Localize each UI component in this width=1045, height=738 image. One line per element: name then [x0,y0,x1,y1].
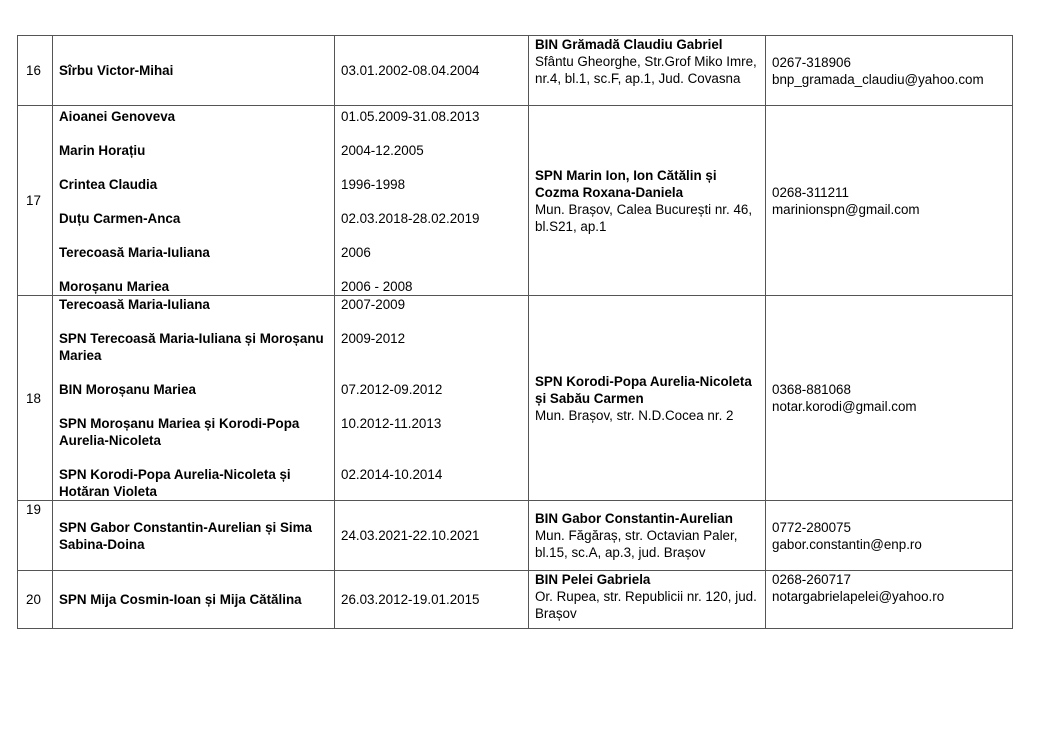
row-number: 19 [18,501,53,571]
person-name: SPN Moroșanu Mariea și Korodi-Popa Aurelia-Nicoleta [59,416,300,448]
period: 1996-1998 [341,177,406,192]
phone: 0772-280075 [772,519,851,535]
person-name: SPN Terecoasă Maria-Iuliana și Moroșanu Mariea [59,331,324,363]
row-number: 20 [18,571,53,629]
row-number: 18 [18,296,53,501]
row-number: 16 [18,36,53,106]
person-name: Terecoasă Maria-Iuliana [59,245,210,260]
table-row [18,36,1013,106]
period: 26.03.2012-19.01.2015 [335,571,529,629]
email: bnp_gramada_claudiu@yahoo.com [772,71,984,87]
office-address: Sfântu Gheorghe, Str.Grof Miko Imre, nr.4, bl.1, sc.F, ap.1, Jud. Covasna [535,54,757,86]
office-address: Mun. Brașov, str. N.D.Cocea nr. 2 [535,407,734,423]
office-name: BIN Grămadă Claudiu Gabriel [535,37,723,52]
table-row [18,106,1013,296]
period: 03.01.2002-08.04.2004 [335,36,529,106]
person-name: Sîrbu Victor-Mihai [53,36,335,106]
office-name: SPN Korodi-Popa Aurelia-Nicoleta și Sabău Carmen [535,373,752,406]
email: gabor.constantin@enp.ro [772,536,922,552]
contact-cell [766,106,1013,296]
office-cell [529,296,766,501]
office-cell [529,106,766,296]
office-cell [529,36,766,106]
phone: 0368-881068 [772,382,851,397]
period: 2006 - 2008 [341,279,413,294]
person-name: SPN Korodi-Popa Aurelia-Nicoleta și Hotăran Violeta [59,467,291,499]
person-name: Moroșanu Mariea [59,279,170,294]
period: 2009-2012 [341,331,406,346]
period: 02.2014-10.2014 [341,467,443,482]
office-cell [529,571,766,629]
period: 24.03.2021-22.10.2021 [335,501,529,571]
period: 01.05.2009-31.08.2013 [341,109,480,124]
period: 2006 [341,245,371,260]
person-name: SPN Gabor Constantin-Aurelian și Sima Sabina-Doina [53,501,335,571]
table-row [18,296,1013,501]
person-name: BIN Moroșanu Mariea [59,382,196,397]
period: 2007-2009 [341,297,406,312]
period: 2004-12.2005 [341,143,424,158]
office-name: SPN Marin Ion, Ion Cătălin și Cozma Roxana-Daniela [535,167,717,200]
contact-cell [766,296,1013,501]
contact-cell [766,501,1013,571]
periods-cell [335,296,529,501]
names-cell [53,106,335,296]
contact-cell [766,36,1013,106]
notary-table [17,35,1013,629]
phone: 0268-260717 [772,572,851,587]
email: notargabrielapelei@yahoo.ro [772,589,945,604]
person-name: Aioanei Genoveva [59,109,176,124]
office-name: BIN Gabor Constantin-Aurelian [535,511,733,526]
row-number: 17 [18,106,53,296]
contact-cell [766,571,1013,629]
office-address: Mun. Făgăraș, str. Octavian Paler, bl.15, sc.A, ap.3, jud. Brașov [535,528,738,560]
email: notar.korodi@gmail.com [772,399,917,414]
period: 07.2012-09.2012 [341,382,443,397]
email: marinionspn@gmail.com [772,201,920,217]
person-name: SPN Mija Cosmin-Ioan și Mija Cătălina [53,571,335,629]
phone: 0268-311211 [772,184,849,200]
office-cell [529,501,766,571]
office-address: Or. Rupea, str. Republicii nr. 120, jud. Brașov [535,589,757,621]
person-name: Crintea Claudia [59,177,158,192]
person-name: Duțu Carmen-Anca [59,211,181,226]
office-address: Mun. Brașov, Calea București nr. 46, bl.S21, ap.1 [535,201,753,234]
table-row [18,501,1013,571]
period: 02.03.2018-28.02.2019 [341,211,480,226]
phone: 0267-318906 [772,54,851,70]
table-row [18,571,1013,629]
periods-cell [335,106,529,296]
names-cell [53,296,335,501]
person-name: Terecoasă Maria-Iuliana [59,297,210,312]
office-name: BIN Pelei Gabriela [535,572,651,587]
period: 10.2012-11.2013 [341,416,442,431]
person-name: Marin Horațiu [59,143,146,158]
